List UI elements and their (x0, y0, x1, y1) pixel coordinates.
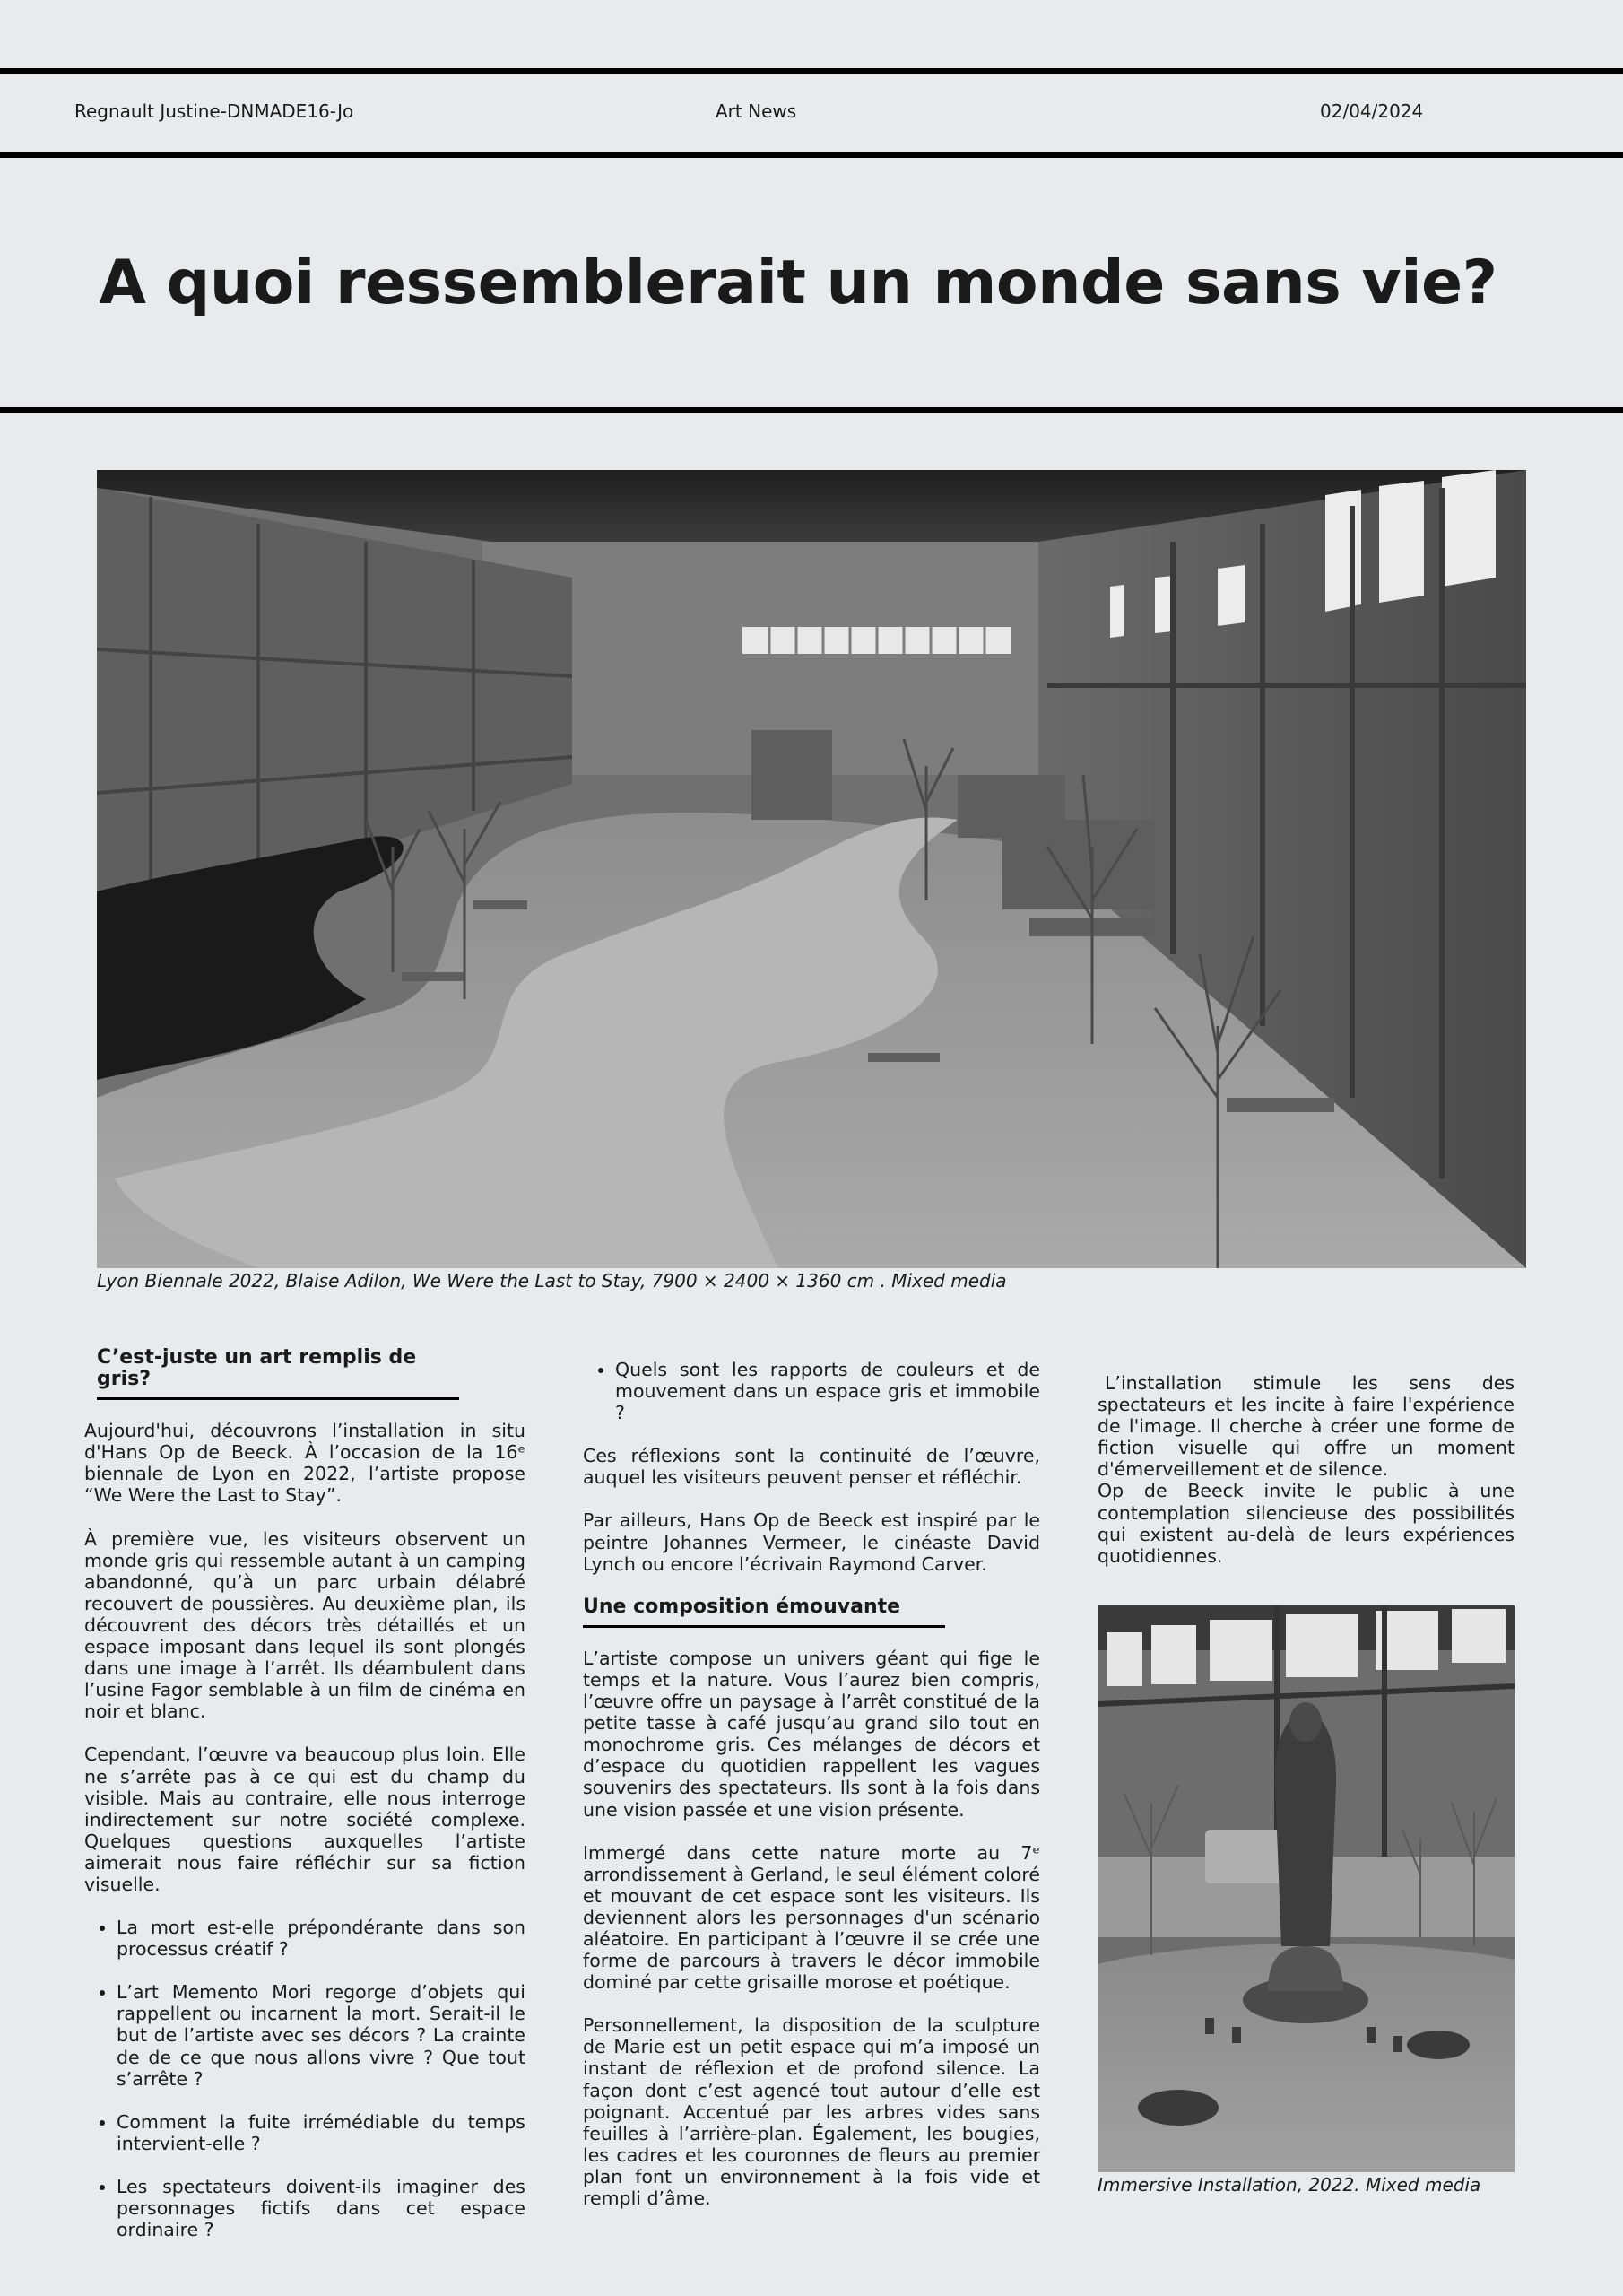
paragraph: L’installation stimule les sens des spectateurs et les incite à faire l'expérience de l'image. Il cherche à créer une forme de fiction visuelle qui offre un moment d'émerveillement et de silence. (1098, 1372, 1515, 1481)
paragraph: Immergé dans cette nature morte au 7ᵉ arrondissement à Gerland, le seul élément coloré et mouvant de cet espace sont les visiteurs. Ils deviennent alors les personnages d'un scénario aléatoire. En participant à l’œuvre il se crée une forme de parcours à travers le décor immobile dominé par cette grisaille morose et poétique. (583, 1841, 1040, 1994)
paragraph: Par ailleurs, Hans Op de Beeck est inspiré par le peintre Johannes Vermeer, le cinéaste David Lynch ou encore l’écrivain Raymond Carver. (583, 1509, 1040, 1575)
paragraph: Aujourd'hui, découvrons l’installation in situ d'Hans Op de Beeck. À l’occasion de la 16ᵉ biennale de Lyon en 2022, l’artiste propose “We Were the Last to Stay”. (84, 1420, 525, 1507)
list-item: • Quels sont les rapports de couleurs et de mouvement dans un espace gris et immobile ? (615, 1359, 1040, 1423)
question-list-continued (583, 1359, 1040, 1423)
top-rule (0, 68, 1623, 74)
section-heading-grey-art: C’est-juste un art remplis de gris? (97, 1347, 459, 1400)
paragraph: Op de Beeck invite le public à une contemplation silencieuse des possibilités qui existent au-delà de leurs expériences quotidiennes. (1098, 1480, 1515, 1567)
question-list (84, 1917, 525, 2240)
list-item: • Les spectateurs doivent-ils imaginer des personnages fictifs dans cet espace ordinaire ? (117, 2176, 525, 2240)
paragraph: L’artiste compose un univers géant qui fige le temps et la nature. Vous l’aurez bien compris, l’œuvre offre un paysage à l’arrêt constitué de la petite tasse à café jusqu’au grand silo tout en monochrome gris. Ces mélanges de décors et d’espace du quotidien rappellent les vagues souvenirs des spectateurs. Ils sont à la fois dans une vision passée et une vision présente. (583, 1647, 1040, 1821)
section-heading-composition: Une composition émouvante (583, 1596, 945, 1628)
paragraph: Personnellement, la disposition de la sculpture de Marie est un petit espace qui m’a imposé un instant de réflexion et de profond silence. La façon dont c’est agencé tout autour d’elle est poignant. Accentué par les arbres vides sans feuilles à l’arrière-plan. Également, les bougies, les cadres et les couronnes de fleurs au premier plan font un environnement à la fois vide et rempli d’âme. (583, 2014, 1040, 2209)
issue-date: 02/04/2024 (1320, 100, 1424, 122)
author-name: Regnault Justine-DNMADE16-Jo (74, 100, 354, 122)
column-1 (84, 1347, 525, 2262)
column-3 (1098, 1372, 1515, 1588)
paragraph: Ces réflexions sont la continuité de l’œuvre, auquel les visiteurs peuvent penser et réfléchir. (583, 1445, 1040, 1489)
list-item: • L’art Memento Mori regorge d’objets qui rappellent ou incarnent la mort. Serait-il le but de l’artiste avec ses décors ? La crainte de de ce que nous allons vivre ? Que tout s’arrête ? (117, 1981, 525, 2089)
statue-photo (1098, 1605, 1515, 2172)
statue-caption: Immersive Installation, 2022. Mixed media (1098, 2174, 1481, 2196)
masthead (0, 100, 1623, 122)
list-item: • La mort est-elle prépondérante dans son processus créatif ? (117, 1917, 525, 1960)
header-rule (0, 152, 1623, 158)
paragraph: Cependant, l’œuvre va beaucoup plus loin. Elle ne s’arrête pas à ce qui est du champ du visible. Mais au contraire, elle nous interroge indirectement sur notre société complexe. Quelques questions auxquelles l’artiste aimerait nous faire réfléchir sur sa fiction visuelle. (84, 1744, 525, 1895)
list-item: • Comment la fuite irrémédiable du temps intervient-elle ? (117, 2111, 525, 2154)
page-title: A quoi ressemblerait un monde sans vie? (99, 248, 1497, 318)
hero-caption: Lyon Biennale 2022, Blaise Adilon, We Were the Last to Stay, 7900 × 2400 × 1360 cm . Mixed media (97, 1270, 1007, 1292)
title-rule (0, 407, 1623, 413)
column-2 (583, 1359, 1040, 2231)
hero-photo (97, 470, 1526, 1268)
section-name: Art News (716, 100, 797, 122)
paragraph: À première vue, les visiteurs observent un monde gris qui ressemble autant à un camping abandonné, qu’à un parc urbain délabré recouvert de poussières. Au deuxième plan, ils découvrent des décors très détaillés et un espace imposant dans lequel ils sont plongés dans une image à l’arrêt. Ils déambulent dans l’usine Fagor semblable à un film de cinéma en noir et blanc. (84, 1527, 525, 1723)
